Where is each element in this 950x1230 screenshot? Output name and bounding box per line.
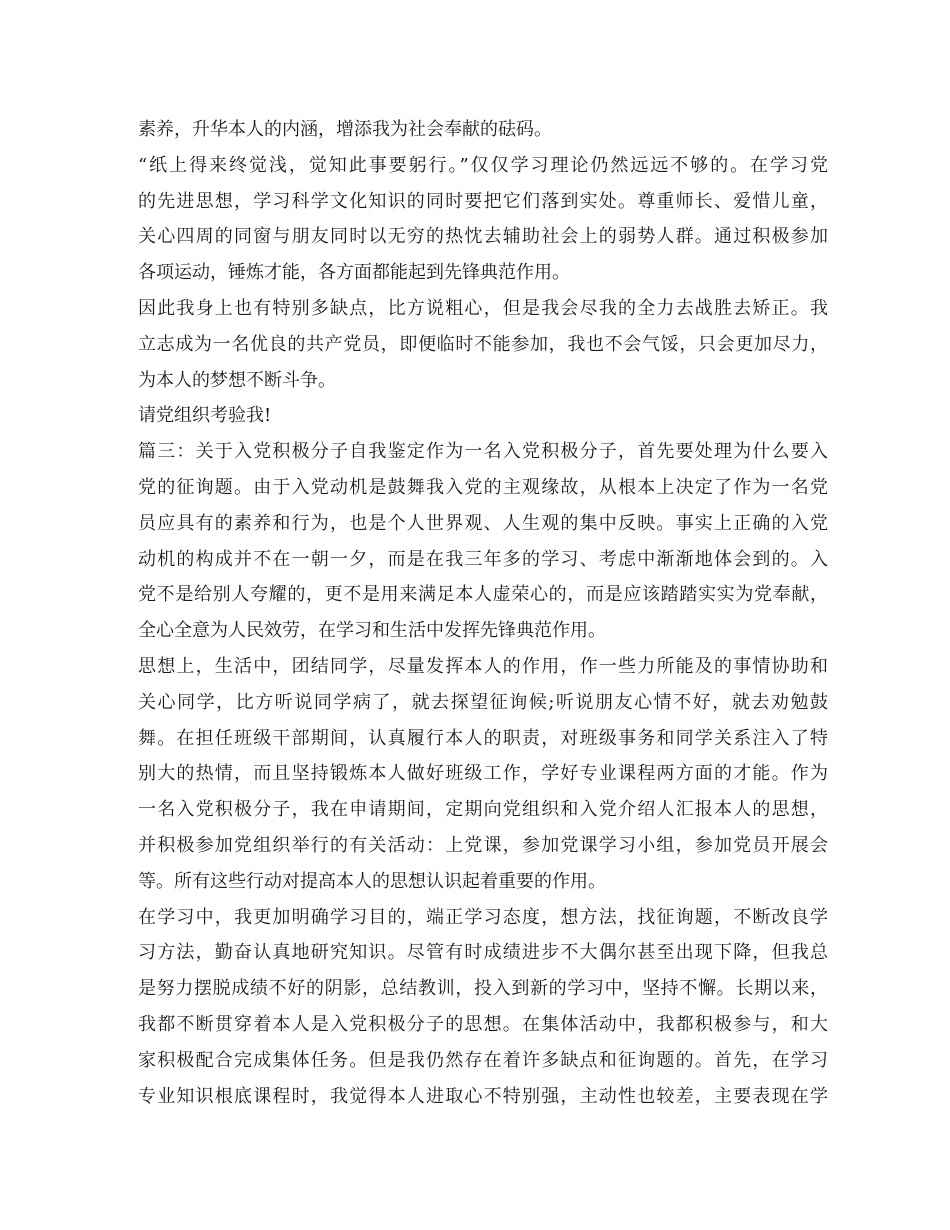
text-line: 为本人的梦想不断斗争。 <box>138 369 336 391</box>
text-line: 全心全意为人民效劳，在学习和生活中发挥先锋典范作用。 <box>138 620 606 642</box>
text-line: 舞。在担任班级干部期间，认真履行本人的职责，对班级事务和同学关系注入了特 <box>138 727 828 749</box>
text-line: 习方法，勤奋认真地研究知识。尽管有时成绩进步不大偶尔甚至出现下降，但我总 <box>138 942 828 964</box>
text-line: 各项运动，锤炼才能，各方面都能起到先锋典范作用。 <box>138 262 570 284</box>
text-line: 家积极配合完成集体任务。但是我仍然存在着许多缺点和征询题的。首先，在学习 <box>138 1049 828 1071</box>
text-line: 并积极参加党组织举行的有关活动：上党课，参加党课学习小组，参加党员开展会 <box>138 834 828 856</box>
text-line: 因此我身上也有特别多缺点，比方说粗心，但是我会尽我的全力去战胜去矫正。我 <box>138 297 828 319</box>
text-line: 党的征询题。由于入党动机是鼓舞我入党的主观缘故，从根本上决定了作为一名党 <box>138 476 828 498</box>
text-line: 关心同学，比方听说同学病了，就去探望征询候;听说朋友心情不好，就去劝勉鼓 <box>138 691 828 713</box>
text-line: 的先进思想，学习科学文化知识的同时要把它们落到实处。尊重师长、爱惜儿童， <box>138 190 828 212</box>
text-line: 立志成为一名优良的共产党员，即便临时不能参加，我也不会气馁，只会更加尽力， <box>138 333 828 355</box>
text-line: 素养，升华本人的内涵，增添我为社会奉献的砝码。 <box>138 119 552 140</box>
text-line: 篇三：关于入党积极分子自我鉴定作为一名入党积极分子，首先要处理为什么要入 <box>138 441 828 463</box>
text-line: 思想上，生活中，团结同学，尽量发挥本人的作用，作一些力所能及的事情协助和 <box>138 655 828 677</box>
text-line: 在学习中，我更加明确学习目的，端正学习态度，想方法，找征询题，不断改良学 <box>138 906 828 928</box>
text-line: 等。所有这些行动对提高本人的思想认识起着重要的作用。 <box>138 870 606 892</box>
text-line: 员应具有的素养和行为，也是个人世界观、人生观的集中反映。事实上正确的入党 <box>138 512 828 534</box>
text-line: “纸上得来终觉浅，觉知此事要躬行。”仅仅学习理论仍然远远不够的。在学习党 <box>138 154 828 176</box>
text-line: 关心四周的同窗与朋友同时以无穷的热忱去辅助社会上的弱势人群。通过积极参加 <box>138 226 828 248</box>
text-line: 一名入党积极分子，我在申请期间，定期向党组织和入党介绍人汇报本人的思想， <box>138 799 828 821</box>
text-line: 党不是给别人夸耀的，更不是用来满足本人虚荣心的，而是应该踏踏实实为党奉献， <box>138 584 828 606</box>
body-text <box>138 112 828 1114</box>
text-line: 是努力摆脱成绩不好的阴影，总结教训，投入到新的学习中，坚持不懈。长期以来， <box>138 978 828 1000</box>
text-line: 请党组织考验我! <box>138 405 272 427</box>
text-line: 动机的构成并不在一朝一夕，而是在我三年多的学习、考虑中渐渐地体会到的。入 <box>138 548 828 570</box>
text-line: 别大的热情，而且坚持锻炼本人做好班级工作，学好专业课程两方面的才能。作为 <box>138 763 828 785</box>
text-line: 我都不断贯穿着本人是入党积极分子的思想。在集体活动中，我都积极参与，和大 <box>138 1013 828 1035</box>
text-line: 专业知识根底课程时，我觉得本人进取心不特别强，主动性也较差，主要表现在学 <box>138 1085 828 1107</box>
